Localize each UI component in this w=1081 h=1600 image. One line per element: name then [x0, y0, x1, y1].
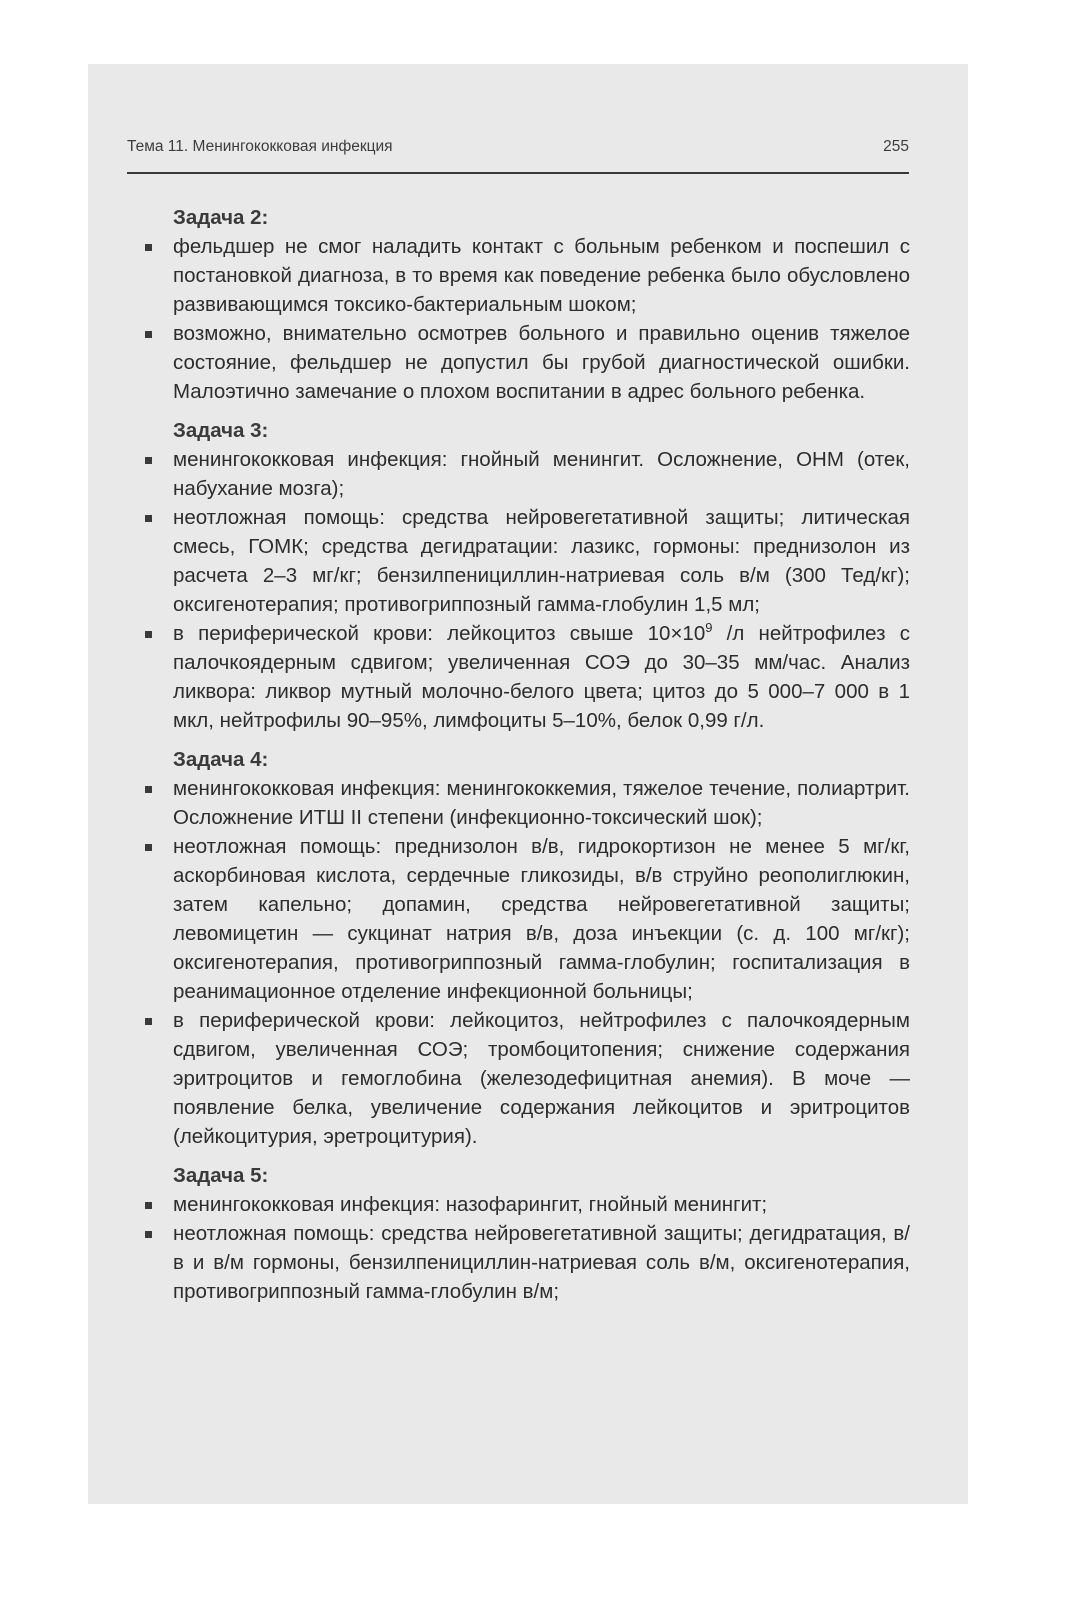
- answer-text-part: в периферической крови: лейкоцитоз свыше 10×10: [173, 622, 706, 645]
- answer-text: в периферической крови: лейкоцитоз, нейтрофилез с палочкоядерным сдвигом, увеличенная СОЭ; тромбоцитопения; снижение содержания эритроцитов и гемоглобина (железодефицитная анемия). В моче — появление белка, увеличение содержания лейкоцитов и эритроцитов (лейкоцитурия, эретроцитурия).: [173, 1009, 910, 1148]
- answer-text: менингококковая инфекция: менингококкемия, тяжелое течение, полиартрит. Осложнение ИТШ II степени (инфекционно-токсический шок);: [173, 777, 910, 829]
- header-divider: [127, 172, 909, 174]
- answer-item: [145, 232, 910, 319]
- answer-sections: [145, 203, 910, 1316]
- task-section: [145, 416, 910, 735]
- square-bullet-icon: [145, 1202, 152, 1209]
- task-heading: Задача 3:: [173, 419, 269, 442]
- answer-text: менингококковая инфекция: гнойный менингит. Осложнение, ОНМ (отек, набухание мозга);: [173, 448, 910, 500]
- answer-item: [145, 445, 910, 503]
- answer-list: [145, 445, 910, 735]
- answer-text: неотложная помощь: преднизолон в/в, гидрокортизон не менее 5 мг/кг, аскорбиновая кислота, сердечные гликозиды, в/в струйно реополиглюкин, затем капельно; допамин, средства нейровегетативной защиты; левомицетин — сукцинат натрия в/в, доза инъекции (с. д. 100 мг/кг); оксигенотерапия, противогриппозный гамма-глобулин; госпитализация в реанимационное отделение инфекционной больницы;: [173, 835, 910, 1003]
- page-number: 255: [883, 138, 909, 155]
- superscript-exponent: 9: [705, 620, 713, 636]
- square-bullet-icon: [145, 457, 152, 464]
- answer-item: [145, 503, 910, 619]
- answer-text: неотложная помощь: средства нейровегетативной защиты; дегидратация, в/в и в/м гормоны, бензилпенициллин-натриевая соль в/м, оксигенотерапия, противогриппозный гамма-глобулин в/м;: [173, 1222, 910, 1303]
- answer-item: [145, 1006, 910, 1151]
- chapter-title: Тема 11. Менингококковая инфекция: [127, 138, 393, 155]
- answer-text: менингококковая инфекция: назофарингит, гнойный менингит;: [173, 1193, 768, 1216]
- answer-text: фельдшер не смог наладить контакт с больным ребенком и поспешил с постановкой диагноза, в то время как поведение ребенка было обусловлено развивающимся токсико-бактериальным шоком;: [173, 235, 910, 316]
- answer-item: [145, 1190, 910, 1219]
- square-bullet-icon: [145, 786, 152, 793]
- task-section: [145, 745, 910, 1151]
- task-heading: Задача 4:: [173, 748, 269, 771]
- task-section: [145, 1161, 910, 1306]
- answer-text-part: /л нейтрофилез с палочкоядерным сдвигом; увеличенная СОЭ до 30–35 мм/час. Анализ ликвора: ликвор мутный молочно-белого цвета; цитоз до 5 000–7 000 в 1 мкл, нейтрофилы 90–95%, лимфоциты 5–10%, белок 0,99 г/л.: [173, 622, 910, 732]
- answer-list: [145, 774, 910, 1151]
- answer-text: [173, 622, 910, 732]
- answer-item: [145, 832, 910, 1006]
- answer-list: [145, 1190, 910, 1306]
- square-bullet-icon: [145, 1018, 152, 1025]
- task-section: [145, 203, 910, 406]
- square-bullet-icon: [145, 515, 152, 522]
- answer-text: неотложная помощь: средства нейровегетативной защиты; литическая смесь, ГОМК; средства дегидратации: лазикс, гормоны: преднизолон из расчета 2–3 мг/кг; бензилпенициллин-натриевая соль в/м (300 Тед/кг); оксигенотерапия; противогриппозный гамма-глобулин 1,5 мл;: [173, 506, 910, 616]
- square-bullet-icon: [145, 631, 152, 638]
- answer-text: возможно, внимательно осмотрев больного и правильно оценив тяжелое состояние, фельдшер не допустил бы грубой диагностической ошибки. Малоэтично замечание о плохом воспитании в адрес больного ребенка.: [173, 322, 910, 403]
- answer-item: [145, 774, 910, 832]
- answer-item: [145, 319, 910, 406]
- square-bullet-icon: [145, 1231, 152, 1238]
- square-bullet-icon: [145, 331, 152, 338]
- task-heading: Задача 2:: [173, 206, 269, 229]
- answer-list: [145, 232, 910, 406]
- square-bullet-icon: [145, 244, 152, 251]
- answer-item: [145, 619, 910, 735]
- square-bullet-icon: [145, 844, 152, 851]
- running-header: [127, 135, 909, 161]
- answer-item: [145, 1219, 910, 1306]
- task-heading: Задача 5:: [173, 1164, 269, 1187]
